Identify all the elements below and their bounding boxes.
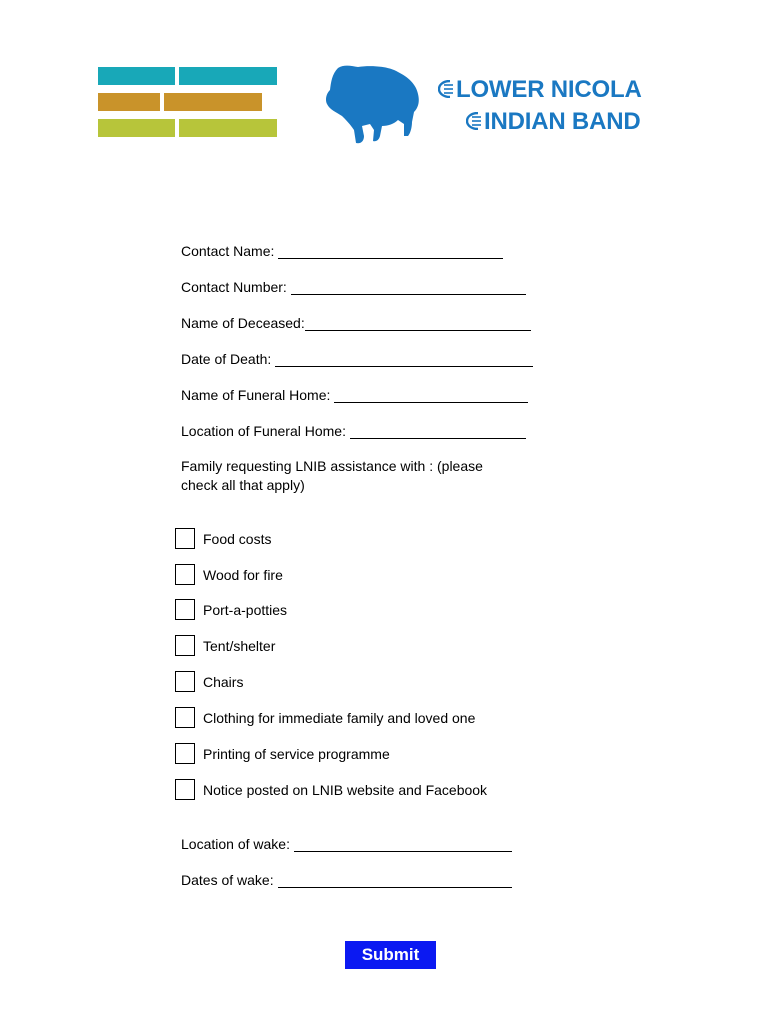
checkbox[interactable] (175, 779, 195, 800)
checkbox[interactable] (175, 564, 195, 585)
checkbox-label: Clothing for immediate family and loved one (203, 709, 476, 726)
contact-name-input[interactable] (278, 244, 503, 259)
brand-name-line1 (438, 76, 642, 104)
checkbox[interactable] (175, 635, 195, 656)
checkbox[interactable] (175, 743, 195, 764)
field-label: Location of wake: (181, 836, 290, 852)
logo-stripe (164, 93, 262, 111)
wake-dates-input[interactable] (278, 873, 512, 888)
checkbox-label: Printing of service programme (203, 745, 390, 762)
option-clothing (175, 707, 475, 728)
wake-dates-field (181, 872, 512, 888)
field-label: Contact Number: (181, 279, 287, 295)
date-of-death-field (181, 351, 533, 367)
checkbox-label: Tent/shelter (203, 637, 276, 654)
field-label: Location of Funeral Home: (181, 423, 346, 439)
option-wood-for-fire (175, 564, 283, 585)
funeral-home-name-field (181, 387, 528, 403)
wake-location-input[interactable] (294, 837, 512, 852)
field-label: Name of Deceased: (181, 315, 305, 331)
checkbox[interactable] (175, 599, 195, 620)
checkbox[interactable] (175, 528, 195, 549)
band-mark-icon (438, 80, 454, 98)
checkbox-label: Notice posted on LNIB website and Facebook (203, 781, 488, 798)
option-port-a-potties (175, 599, 287, 620)
contact-name-field (181, 243, 503, 259)
funeral-home-location-field (181, 423, 526, 439)
option-notice (175, 779, 487, 800)
checkbox-label: Wood for fire (203, 566, 283, 583)
deceased-name-input[interactable] (305, 316, 531, 331)
date-of-death-input[interactable] (275, 352, 533, 367)
option-tent-shelter (175, 635, 275, 656)
brand-line2-text: INDIAN BAND (484, 108, 641, 135)
field-label: Name of Funeral Home: (181, 387, 331, 403)
logo-stripe (179, 67, 277, 85)
field-label: Dates of wake: (181, 872, 274, 888)
contact-number-input[interactable] (291, 280, 526, 295)
submit-button[interactable]: Submit (345, 941, 436, 969)
checkbox[interactable] (175, 707, 195, 728)
band-mark-icon (466, 112, 482, 130)
checkbox[interactable] (175, 671, 195, 692)
wake-location-field (181, 836, 512, 852)
deceased-name-field (181, 315, 531, 331)
funeral-home-name-input[interactable] (334, 388, 528, 403)
checkbox-label: Food costs (203, 530, 272, 547)
logo-stripe (98, 93, 160, 111)
brand-name-line2 (466, 108, 640, 136)
logo-stripe (98, 119, 175, 137)
checkbox-label: Chairs (203, 673, 244, 690)
option-food-costs (175, 528, 271, 549)
field-label: Contact Name: (181, 243, 275, 259)
option-chairs (175, 671, 243, 692)
funeral-home-location-input[interactable] (350, 424, 526, 439)
assistance-prompt: Family requesting LNIB assistance with : (please check all that apply) (181, 458, 483, 493)
option-printing (175, 743, 390, 764)
contact-number-field (181, 279, 526, 295)
logo-stripe (179, 119, 277, 137)
bear-icon (324, 64, 424, 146)
checkbox-label: Port-a-potties (203, 601, 288, 618)
field-label: Date of Death: (181, 351, 272, 367)
logo-stripe (98, 67, 175, 85)
brand-line1-text: LOWER NICOLA (456, 76, 642, 103)
